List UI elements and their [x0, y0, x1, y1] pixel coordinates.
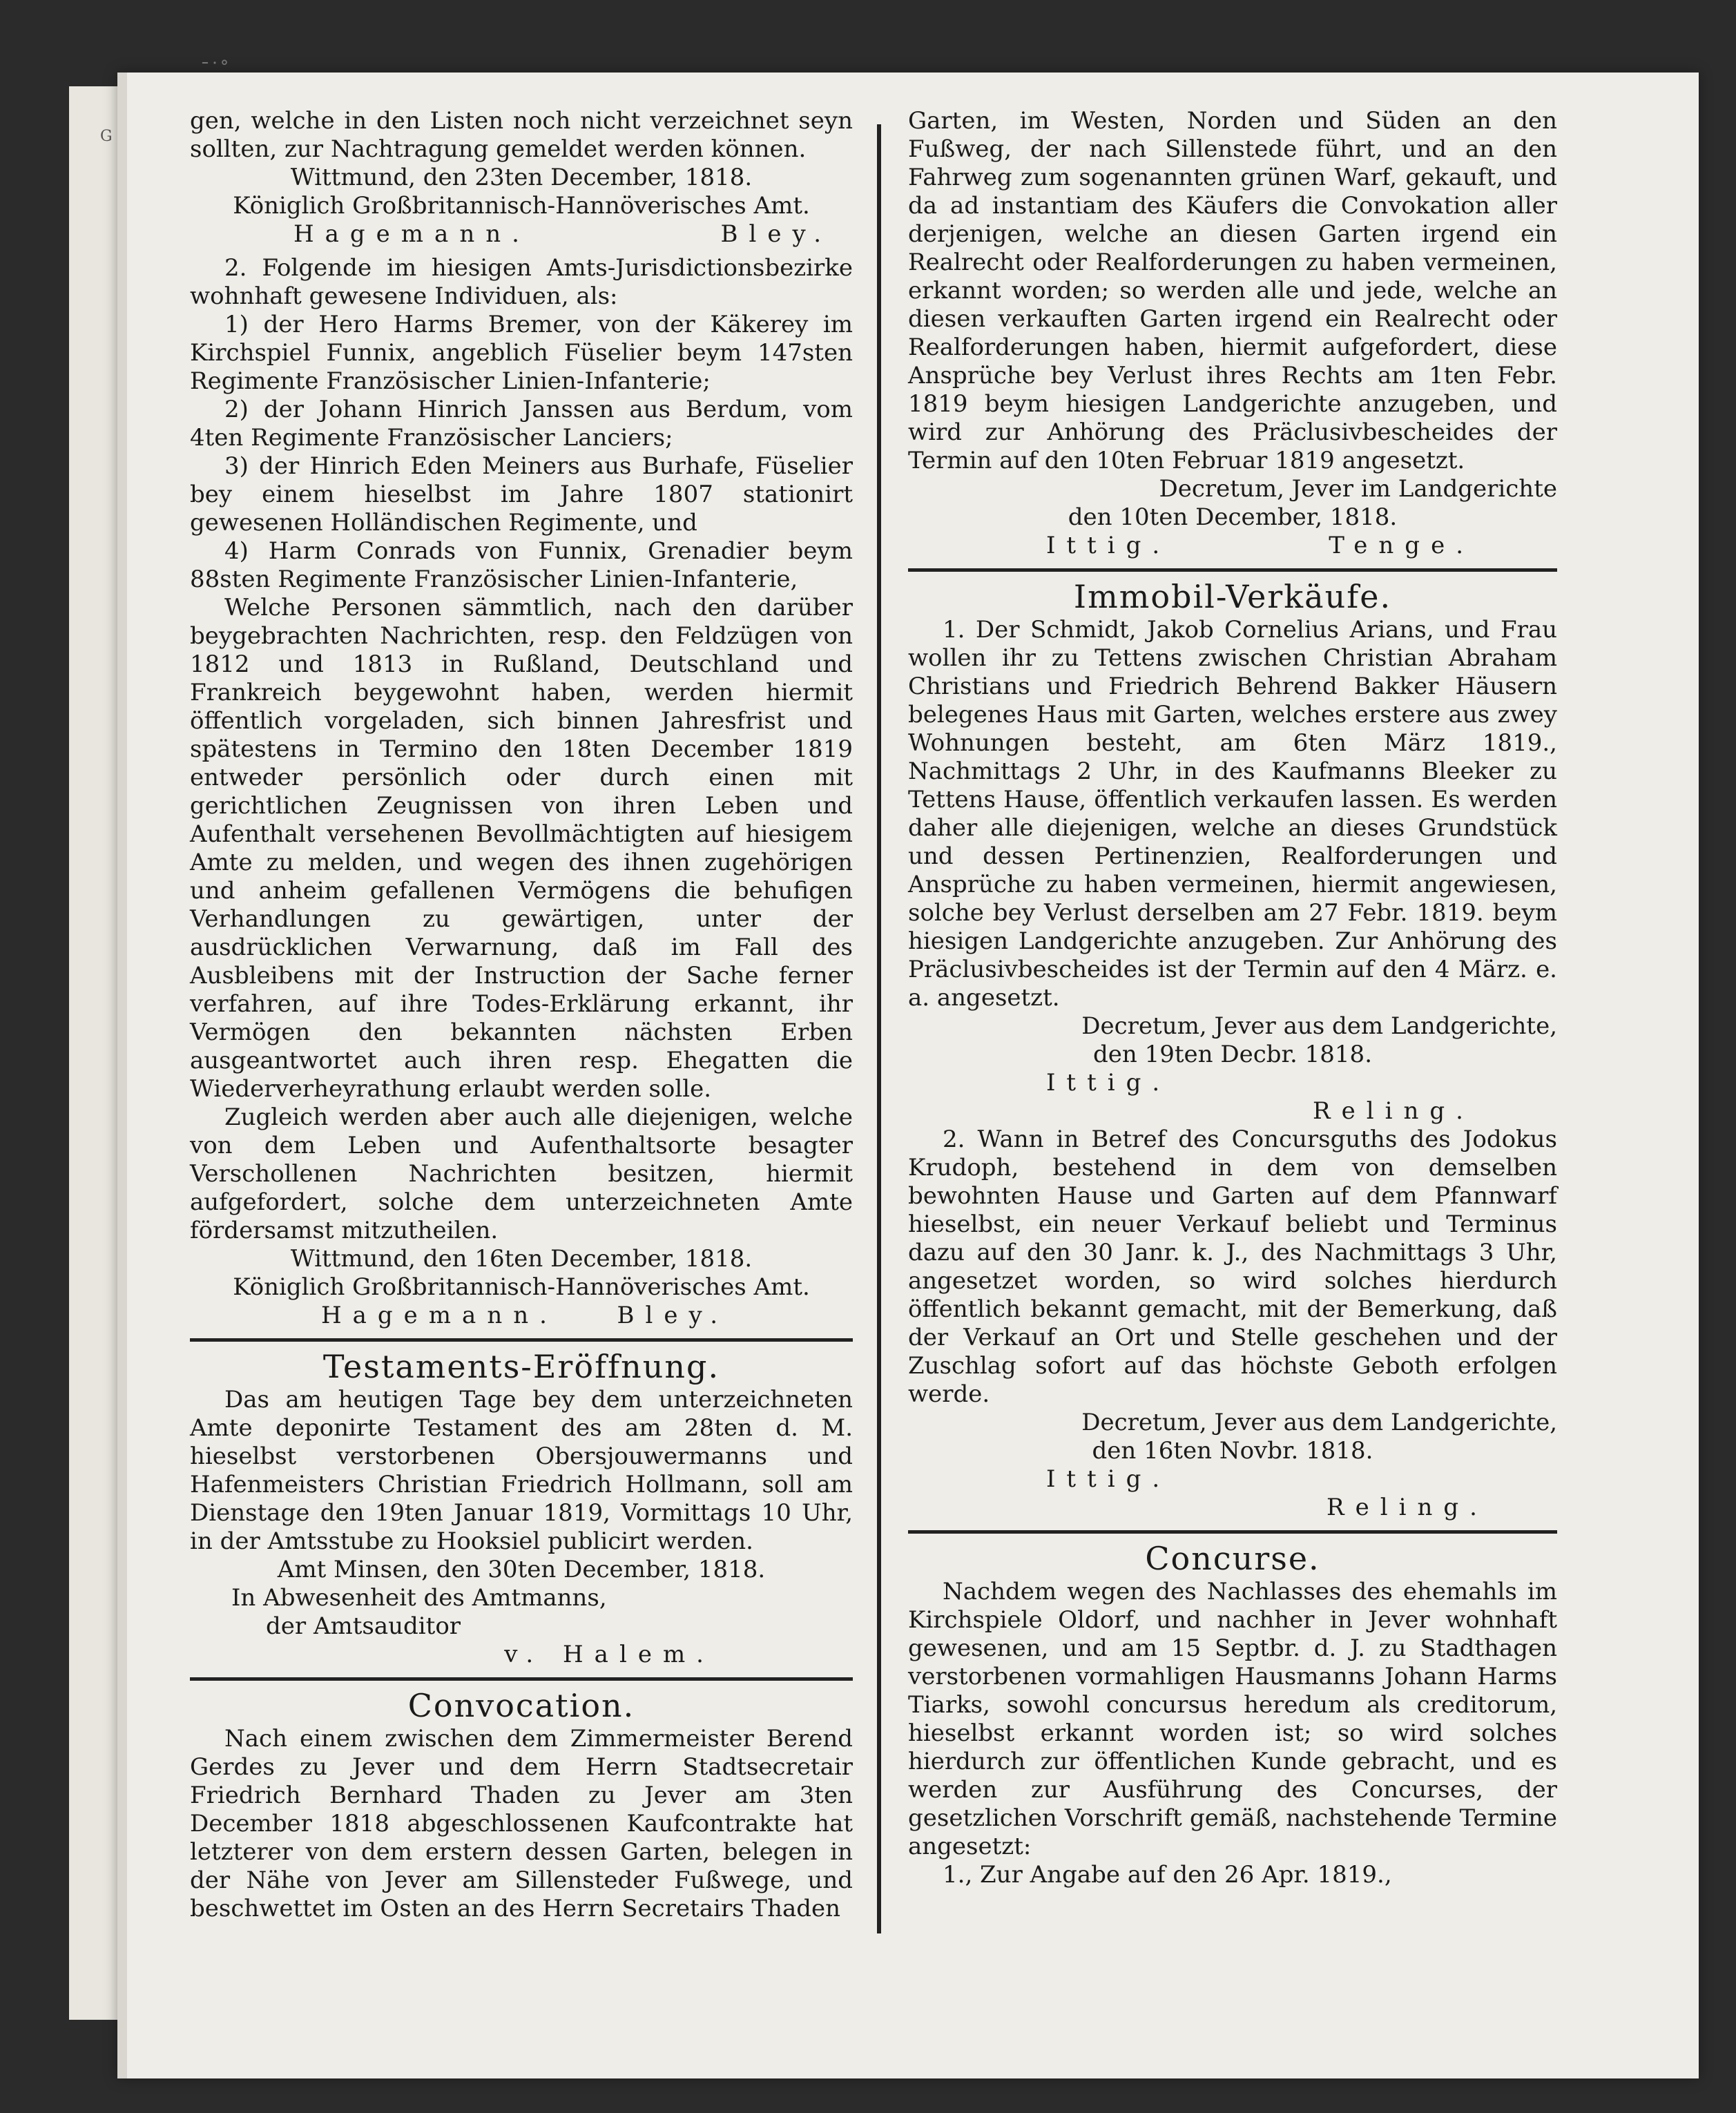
concurse-term: 1., Zur Angabe auf den 26 Apr. 1819., — [943, 1861, 1392, 1889]
signature: Bley. — [720, 220, 832, 248]
summons-person: 4) Harm Conrads von Funnix, Grenadier beym 88sten Regimente Französischer Linien-Infanterie, — [190, 537, 853, 593]
signature: Bley. — [617, 1302, 729, 1329]
summons-body: Zugleich werden aber auch alle diejenigen, welche von dem Leben und Aufenthaltsorte besagter Verschollenen Nachrichten besitzen, hiermit aufgefordert, solche dem unterzeichneten Amte fördersamst mitzutheilen. — [190, 1103, 853, 1244]
decretum-date: den 16ten Novbr. 1818. — [1092, 1437, 1373, 1465]
signature: Hagemann. — [321, 1302, 558, 1329]
summons-intro: 2. Folgende im hiesigen Amts-Jurisdictionsbezirke wohnhaft gewesene Individuen, als: — [190, 254, 853, 310]
decretum: Decretum, Jever aus dem Landgerichte, — [1081, 1012, 1557, 1040]
section-rule — [190, 1338, 853, 1342]
summons-date: Wittmund, den 16ten December, 1818. — [290, 1245, 753, 1273]
testament-body: Das am heutigen Tage bey dem unterzeichneten Amte deponirte Testament des am 28ten d. M. hieselbst verstorbenen Obersjouwermanns und Hafenmeisters Christian Friedrich Hollmann, soll am Dienstage den 19ten Januar 1819, Vormittags 10 Uhr, in der Amtsstube zu Hooksiel publicirt werden. — [190, 1386, 853, 1555]
summons-signatures — [190, 1302, 853, 1330]
summons-person: 1) der Hero Harms Bremer, von der Käkerey im Kirchspiel Funnix, angeblich Füselier beym 147sten Regimente Französischer Linien-Infanterie; — [190, 311, 853, 395]
section-rule — [908, 568, 1557, 572]
signature: Ittig. — [1046, 532, 1171, 559]
notice-continuation: gen, welche in den Listen noch nicht verzeichnet seyn sollten, zur Nachtragung gemeldet werden können. — [190, 107, 853, 163]
signature: Hagemann. — [293, 220, 530, 248]
summons-person: 3) der Hinrich Eden Meiners aus Burhafe, Füselier bey einem hieselbst im Jahre 1807 stationirt gewesenen Holländischen Regimente, und — [190, 452, 853, 537]
decretum: Decretum, Jever im Landgerichte — [1159, 475, 1557, 503]
section-title-testament: Testaments-Eröffnung. — [322, 1348, 720, 1385]
section-rule — [908, 1530, 1557, 1534]
section-title-concurse: Concurse. — [1145, 1540, 1320, 1577]
back-sheet-label: G — [100, 128, 113, 145]
summons-body: Welche Personen sämmtlich, nach den darüber beygebrachten Nachrichten, resp. den Feldzügen von 1812 und 1813 in Rußland, Deutschland und Frankreich beygewohnt haben, werden hiermit öffentlich vorgeladen, sich binnen Jahresfrist und spätestens in Termino den 18ten December 1819 entweder persönlich oder durch einen mit gerichtlichen Zeugnissen von ihren Leben und Aufenthalt versehenen Bevollmächtigten auf hiesigem Amte zu melden, und wegen des ihnen zugehörigen und anheim gefallenen Vermögens die behufigen Verhandlungen zu gewärtigen, unter der ausdrücklichen Verwarnung, daß im Fall des Ausbleibens mit der Instruction der Sache ferner verfahren, auf ihre Todes-Erklärung erkannt, ihr Vermögen den bekannten nächsten Erben ausgeantwortet auch ihren resp. Ehegatten die Wiederverheyrathung erlaubt werden solle. — [190, 594, 853, 1103]
left-column — [190, 107, 853, 1923]
decretum-date: den 10ten December, 1818. — [1068, 503, 1398, 531]
top-mark: ˉ˙˚ — [200, 59, 229, 81]
signature: Ittig. — [1046, 1465, 1171, 1493]
sale-notice-1: 1. Der Schmidt, Jakob Cornelius Arians, und Frau wollen ihr zu Tettens zwischen Christian Abraham Christians und Friedrich Behrend Bakker Häusern belegenes Haus mit Garten, welches erstere aus zwey Wohnungen besteht, am 6ten März 1819., Nachmittags 2 Uhr, in des Kaufmanns Bleeker zu Tettens Hause, öffentlich verkaufen lassen. Es werden daher alle diejenigen, welche an dieses Grundstück und dessen Pertinenzien, Realforderungen und Ansprüche zu haben vermeinen, hiermit angewiesen, solche bey Verlust derselben am 27 Febr. 1819. beym hiesigen Landgerichte anzugeben. Zur Anhörung des Präclusivbescheides ist der Termin auf den 4 März. e. a. angesetzt. — [908, 616, 1557, 1012]
testament-absence: In Abwesenheit des Amtmanns, — [231, 1584, 607, 1612]
concurse-body: Nachdem wegen des Nachlasses des ehemahls im Kirchspiele Oldorf, und nachher in Jever wohnhaft gewesenen, und am 15 Septbr. d. J. zu Stadthagen verstorbenen vormahligen Hausmanns Johann Harms Tiarks, sowohl concursus heredum als creditorum, hieselbst erkannt worden ist; so wird solches hierdurch zur öffentlichen Kunde gebracht, und es werden zur Ausführung des Concurses, der gesetzlichen Vorschrift gemäß, nachstehende Termine angesetzt: — [908, 1578, 1557, 1860]
section-rule — [190, 1677, 853, 1681]
decretum-date: den 19ten Decbr. 1818. — [1093, 1041, 1372, 1068]
column-divider — [877, 124, 881, 1933]
testament-role: der Amtsauditor — [266, 1612, 461, 1640]
right-column — [908, 107, 1557, 1889]
convocation-body: Nach einem zwischen dem Zimmermeister Berend Gerdes zu Jever und dem Herrn Stadtsecretair Friedrich Bernhard Thaden zu Jever am 3ten December 1818 abgeschlossenen Kaufcontrakte hat letzterer von dem erstern dessen Garten, belegen in der Nähe von Jever am Sillensteder Fußwege, und beschwettet im Osten an des Herrn Secretairs Thaden — [190, 1725, 853, 1922]
signature: Ittig. — [1046, 1069, 1171, 1097]
section-title-convocation: Convocation. — [407, 1687, 635, 1724]
sale-notice-2: 2. Wann in Betref des Concursguths des Jodokus Krudoph, bestehend in dem von demselben bewohnten Hause und Garten auf dem Pfannwarf hieselbst, ein neuer Verkauf beliebt und Terminus dazu auf den 30 Janr. k. J., des Nachmittags 3 Uhr, angesetzet worden, so wird solches hierdurch öffentlich bekannt gemacht, mit der Bemerkung, daß der Verkauf an Ort und Stelle geschehen und der Zuschlag sofort auf das höchste Geboth erfolgen werde. — [908, 1126, 1557, 1408]
signature: Reling. — [1313, 1097, 1474, 1125]
decretum: Decretum, Jever aus dem Landgerichte, — [1081, 1409, 1557, 1436]
testament-date: Amt Minsen, den 30ten December, 1818. — [277, 1556, 766, 1583]
page-spine — [117, 73, 127, 2078]
signature: Tenge. — [1329, 532, 1474, 559]
summons-person: 2) der Johann Hinrich Janssen aus Berdum, vom 4ten Regimente Französischer Lanciers; — [190, 396, 853, 452]
section-title-immobil: Immobil-Verkäufe. — [1073, 578, 1392, 615]
summons-office: Königlich Großbritannisch-Hannöverisches Amt. — [233, 1273, 810, 1301]
decretum-signatures — [908, 532, 1557, 560]
notice-signatures — [190, 220, 853, 249]
signature: Reling. — [1327, 1494, 1488, 1521]
convocation-continuation: Garten, im Westen, Norden und Süden an den Fußweg, der nach Sillenstede führt, und an den Fahrweg zum sogenannten grünen Warf, gekauft, und da ad instantiam des Käufers die Convokation aller derjenigen, welche an diesen Garten irgend ein Realrecht oder Realforderungen zu haben vermeinen, erkannt worden; so werden alle und jede, welche an diesen verkauften Garten irgend ein Realrecht oder Realforderungen haben, hiermit aufgefordert, diese Ansprüche bey Verlust ihres Rechts am 1ten Febr. 1819 beym hiesigen Landgerichte anzugeben, und wird zur Anhörung des Präclusivbescheides der Termin auf den 10ten Februar 1819 angesetzt. — [908, 107, 1557, 474]
notice-date: Wittmund, den 23ten December, 1818. — [290, 164, 753, 191]
notice-office: Königlich Großbritannisch-Hannöverisches Amt. — [233, 192, 810, 220]
testament-signature: v. Halem. — [504, 1641, 715, 1668]
